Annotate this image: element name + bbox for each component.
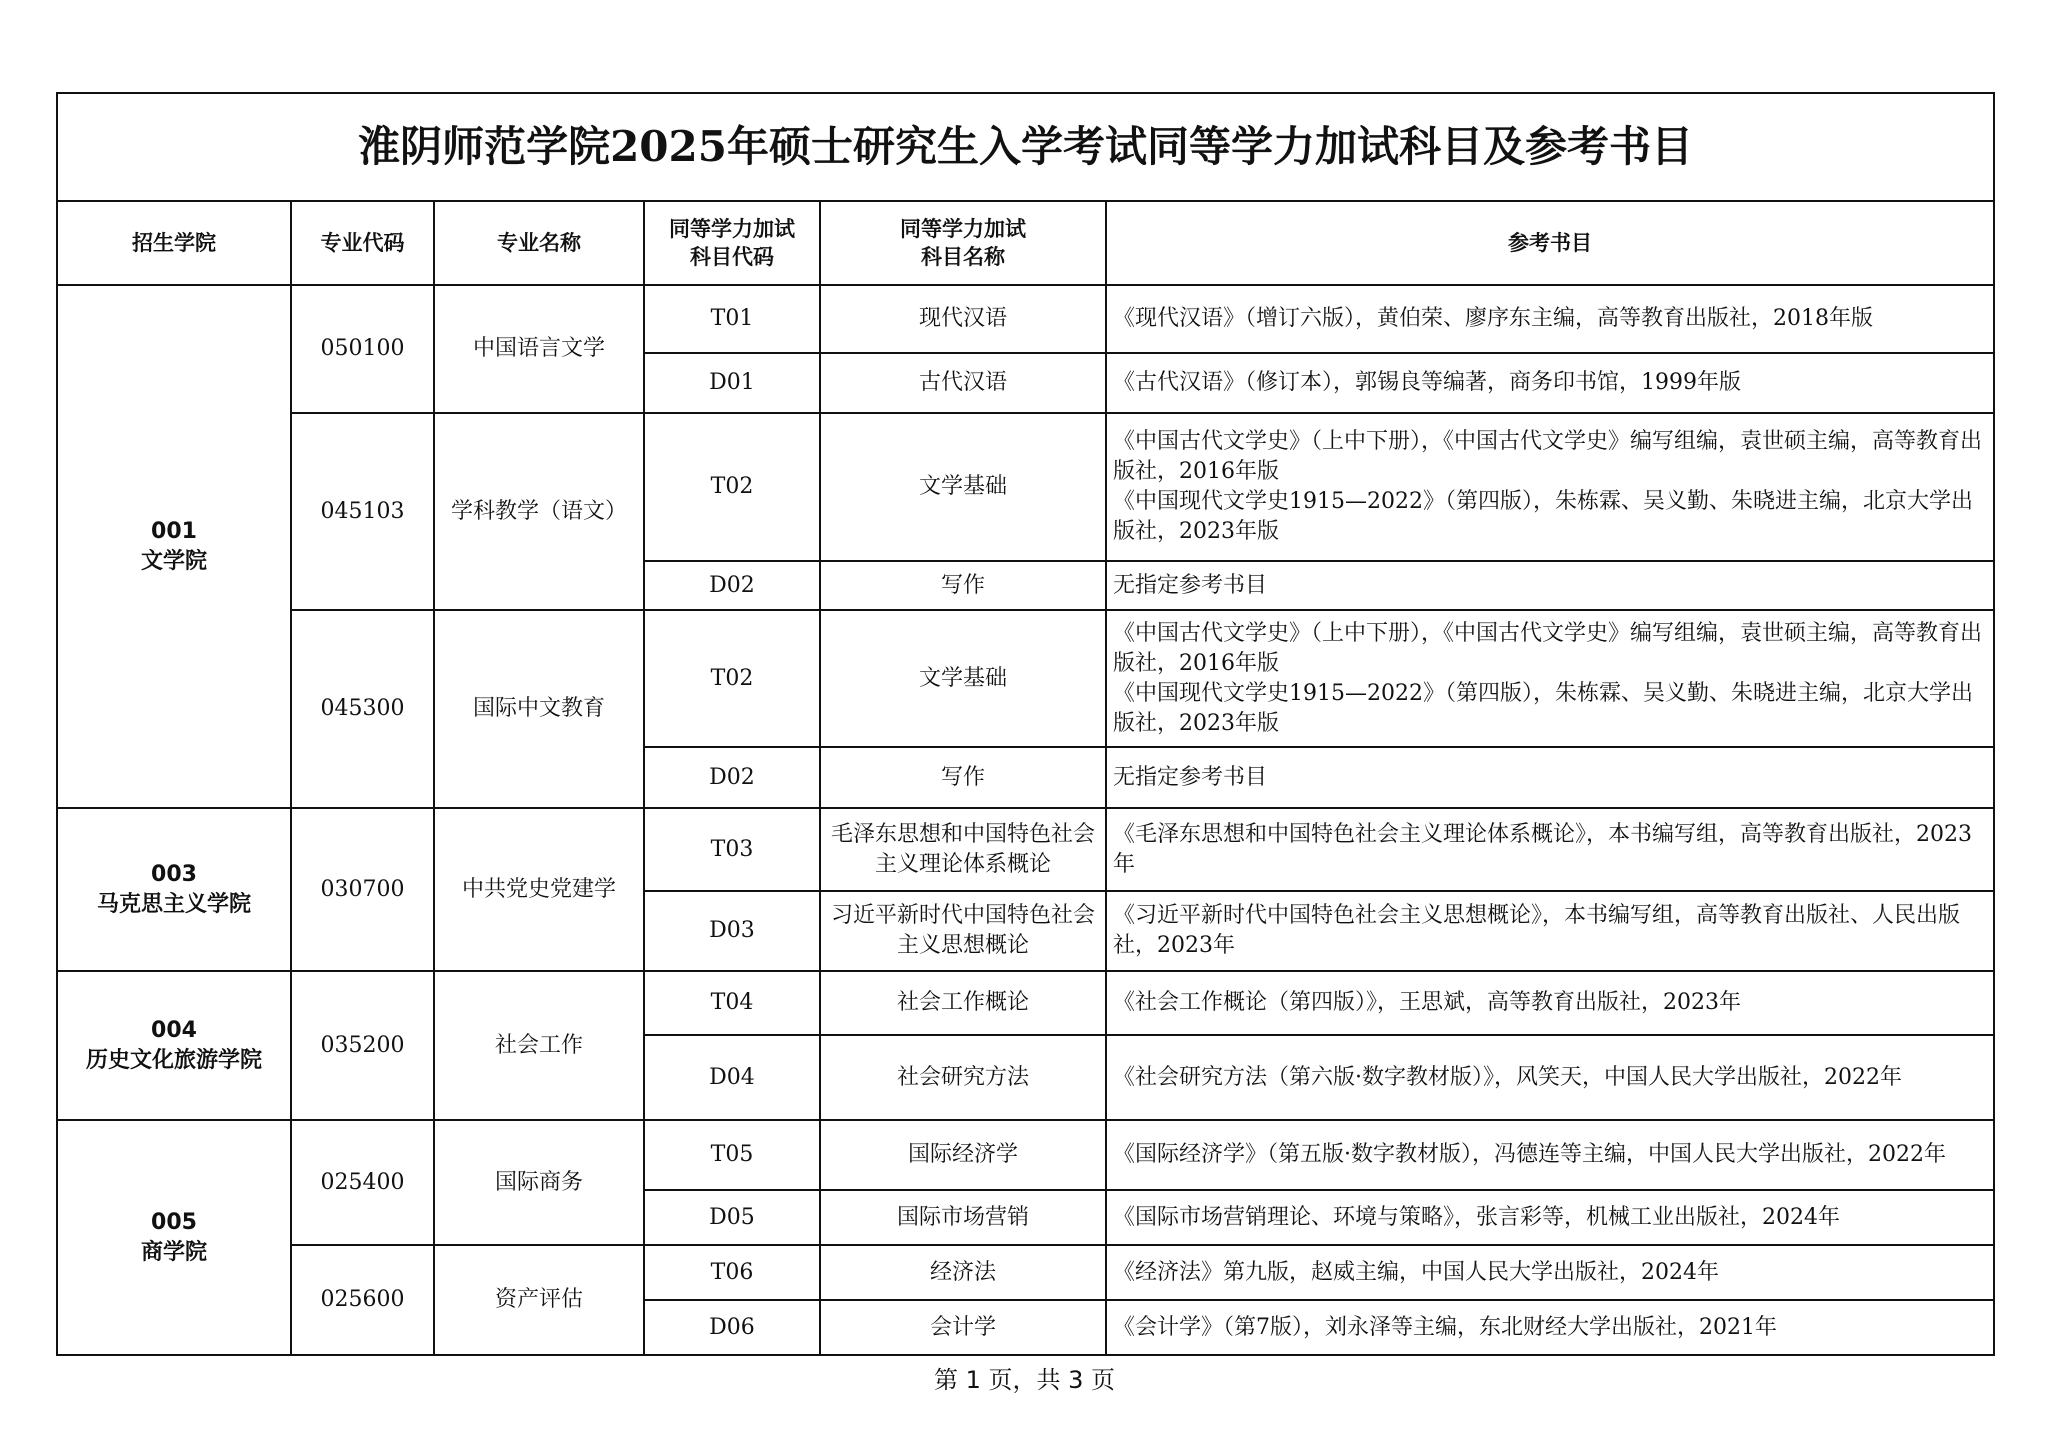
reference-cell: 无指定参考书目 [1106,561,1994,610]
major-code-cell: 025400 [291,1120,434,1245]
major-name-cell: 国际商务 [434,1120,644,1245]
subject-name-cell: 经济法 [820,1245,1106,1300]
major-code-cell: 050100 [291,285,434,413]
major-code-cell: 025600 [291,1245,434,1355]
subject-code-cell: T04 [644,971,820,1035]
subject-name-cell: 写作 [820,561,1106,610]
subjects-table [56,92,1995,1356]
table-row [57,413,1994,561]
header-college: 招生学院 [57,201,291,285]
reference-cell: 《社会工作概论（第四版）》，王思斌，高等教育出版社，2023年 [1106,971,1994,1035]
reference-cell: 《会计学》（第7版），刘永泽等主编，东北财经大学出版社，2021年 [1106,1300,1994,1355]
subject-code-cell: T03 [644,808,820,891]
reference-cell: 《国际市场营销理论、环境与策略》，张言彩等，机械工业出版社，2024年 [1106,1190,1994,1245]
subject-code-cell: T02 [644,413,820,561]
major-name-cell: 学科教学（语文） [434,413,644,610]
reference-cell: 《习近平新时代中国特色社会主义思想概论》，本书编写组，高等教育出版社、人民出版社，2023年 [1106,891,1994,971]
subject-code-cell: T06 [644,1245,820,1300]
reference-cell: 《现代汉语》（增订六版），黄伯荣、廖序东主编，高等教育出版社，2018年版 [1106,285,1994,353]
subject-name-cell: 国际市场营销 [820,1190,1106,1245]
subject-name-cell: 社会研究方法 [820,1035,1106,1120]
major-name-cell: 中国语言文学 [434,285,644,413]
reference-cell: 《毛泽东思想和中国特色社会主义理论体系概论》，本书编写组，高等教育出版社，2023年 [1106,808,1994,891]
subject-code-cell: D01 [644,353,820,413]
subject-name-cell: 古代汉语 [820,353,1106,413]
table-row [57,1245,1994,1300]
table-row [57,610,1994,747]
college-cell: 003 马克思主义学院 [57,808,291,971]
reference-cell: 《社会研究方法（第六版·数字教材版）》，风笑天，中国人民大学出版社，2022年 [1106,1035,1994,1120]
major-name-cell: 社会工作 [434,971,644,1120]
major-name-cell: 国际中文教育 [434,610,644,808]
page-footer: 第 1 页，共 3 页 [933,1366,1116,1394]
subject-code-cell: D02 [644,747,820,808]
header-major-code: 专业代码 [291,201,434,285]
reference-cell: 《国际经济学》（第五版·数字教材版），冯德连等主编，中国人民大学出版社，2022年 [1106,1120,1994,1190]
table-row [57,285,1994,353]
subject-code-cell: T05 [644,1120,820,1190]
major-code-cell: 030700 [291,808,434,971]
major-code-cell: 045103 [291,413,434,610]
subject-code-cell: D05 [644,1190,820,1245]
major-name-cell: 资产评估 [434,1245,644,1355]
subject-name-cell: 毛泽东思想和中国特色社会主义理论体系概论 [820,808,1106,891]
subject-code-cell: D04 [644,1035,820,1120]
header-subject-name: 同等学力加试 科目名称 [820,201,1106,285]
page-title: 淮阴师范学院2025年硕士研究生入学考试同等学力加试科目及参考书目 [57,93,1994,201]
subject-code-cell: T02 [644,610,820,747]
header-subject-code: 同等学力加试 科目代码 [644,201,820,285]
reference-cell: 无指定参考书目 [1106,747,1994,808]
major-name-cell: 中共党史党建学 [434,808,644,971]
reference-cell: 《经济法》第九版，赵威主编，中国人民大学出版社，2024年 [1106,1245,1994,1300]
subject-code-cell: D03 [644,891,820,971]
subject-name-cell: 现代汉语 [820,285,1106,353]
subject-name-cell: 社会工作概论 [820,971,1106,1035]
subject-name-cell: 文学基础 [820,413,1106,561]
subject-name-cell: 写作 [820,747,1106,808]
subject-name-cell: 文学基础 [820,610,1106,747]
college-cell: 005 商学院 [57,1120,291,1355]
table-row [57,808,1994,891]
college-cell: 004 历史文化旅游学院 [57,971,291,1120]
header-major-name: 专业名称 [434,201,644,285]
subject-code-cell: T01 [644,285,820,353]
header-references: 参考书目 [1106,201,1994,285]
reference-cell: 《中国古代文学史》（上中下册），《中国古代文学史》编写组编，袁世硕主编，高等教育出版社，2016年版 《中国现代文学史1915—2022》（第四版），朱栋霖、吴义勤、朱晓进主编，北京大学出版社，2023年版 [1106,413,1994,561]
subject-name-cell: 会计学 [820,1300,1106,1355]
header-row [57,201,1994,285]
subject-code-cell: D06 [644,1300,820,1355]
reference-cell: 《中国古代文学史》（上中下册），《中国古代文学史》编写组编，袁世硕主编，高等教育出版社，2016年版 《中国现代文学史1915—2022》（第四版），朱栋霖、吴义勤、朱晓进主编，北京大学出版社，2023年版 [1106,610,1994,747]
major-code-cell: 035200 [291,971,434,1120]
major-code-cell: 045300 [291,610,434,808]
table-row [57,1120,1994,1190]
subject-name-cell: 习近平新时代中国特色社会主义思想概论 [820,891,1106,971]
table-row [57,971,1994,1035]
reference-cell: 《古代汉语》（修订本），郭锡良等编著，商务印书馆，1999年版 [1106,353,1994,413]
subject-code-cell: D02 [644,561,820,610]
subject-name-cell: 国际经济学 [820,1120,1106,1190]
college-cell: 001 文学院 [57,285,291,808]
